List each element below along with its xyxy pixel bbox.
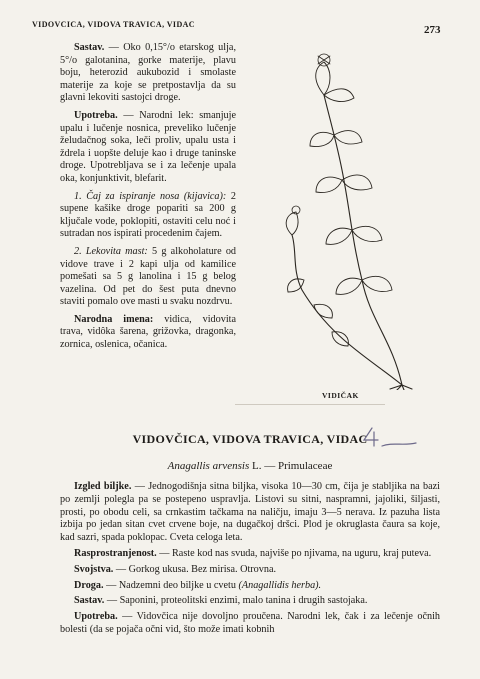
recipe-1-title: 1. Čaj za ispiranje nosa (kijavica): [74, 190, 227, 202]
paragraph-droga: Droga. — Nadzemni deo biljke u cvetu (Anagallidis herba). [74, 579, 322, 591]
author-family: L. — Primulaceae [249, 460, 333, 472]
paragraph-sastav: Sastav. — Oko 0,15°/o etarskog ulja, 5°/o galotanina, gorke materije, plavu boju, heterozid aukubozid i smolaste materije za koje se pretpostavlja da su glavni lekoviti sastojci droge. [60, 42, 236, 104]
illustration-caption: VIDIČAK [322, 391, 359, 400]
handwritten-mark [358, 424, 420, 450]
label-upotreba: Upotreba. [74, 109, 118, 121]
section-title: VIDOVČICA, VIDOVA TRAVICA, VIDAC [132, 432, 368, 446]
paragraph-recipe-1: 1. Čaj za ispiranje nosa (kijavica): 2 supene kašike droge popariti sa 200 g ključale vode, poklopiti, ostaviti celu noć i sutradan nos ispirati procedenim čajem. [60, 190, 237, 240]
paragraph-narodna-imena: Narodna imena: vidica, vidovita trava, vidôka šarena, grižovka, dragonka, zornica, oslenica, očanica. [60, 313, 236, 351]
plant-flowers [292, 54, 330, 214]
section-divider [235, 404, 385, 405]
plant-side-stem [292, 235, 402, 385]
paragraph-sastav: Sastav. — Saponini, proteolitski enzimi, malo tanina i drugih sastojaka. [74, 595, 368, 607]
plant-leaves [286, 62, 392, 346]
running-header: VIDOVCICA, VIDOVA TRAVICA, VIDAC [32, 20, 195, 29]
paragraph-izgled: Izgled biljke. — Jednogodišnja sitna biljka, visoka 10—30 cm, čija je stabljika na bazi po zemlji polegla pa se postepeno uspravlja. Listovi su sitni, naspramni, jajoliki, šiljasti, prosti, po obodu celi, sa crnkastim tačkama na naličju, imaju 3—5 nerava. Iz pazuha lista izbija po jedan sitan cvet crvene boje, na dugačkoj dršci. Plod je okruglasta čaura sa koje, kad sazri, spada poklopac. Cveta celoga leta. [60, 481, 440, 544]
latin-name: Anagallis arvensis [167, 460, 250, 472]
plant-roots [390, 385, 412, 390]
paragraph-upotreba: Upotreba. — Narodni lek: smanjuje upalu i lučenje nosnica, preveliko lučenje želudačnog soka, leči proliv, upalu usta i ždrela i uopšte deluje kao i druge taninske droge. Upotrebljava se i za lečenje upala oka, konjunktivit, blefarit. [60, 109, 236, 184]
paragraph-recipe-2: 2. Lekovita mast: 5 g alkoholature od vidove trave i 2 kapi ulja od kamilice pomešati sa 5 g lanolina i 15 g belog vazelina. Od pet do šest puta dnevno staviti pomalo ove masti u svaku nozdrvu. [60, 245, 237, 308]
page-number: 273 [424, 24, 441, 36]
plant-illustration [252, 40, 442, 390]
paragraph-svojstva: Svojstva. — Gorkog ukusa. Bez mirisa. Otrovna. [74, 563, 277, 575]
recipe-2-title: 2. Lekovita mast: [74, 245, 148, 257]
left-text-column [60, 42, 236, 357]
label-narodna-imena: Narodna imena: [74, 313, 154, 325]
species-line [60, 460, 440, 472]
main-body-text [60, 481, 440, 640]
paragraph-rasprostranjenost: Rasprostranjenost. — Raste kod nas svuda, najviše po njivama, na uguru, kraj puteva. [74, 547, 432, 559]
label-sastav: Sastav. [74, 42, 105, 53]
paragraph-upotreba: Upotreba. — Vidovčica nije dovoljno proučena. Narodni lek, čak i za lečenje očnih bolesti (da se pojača očni vid, što može imati kobnih [60, 611, 440, 635]
